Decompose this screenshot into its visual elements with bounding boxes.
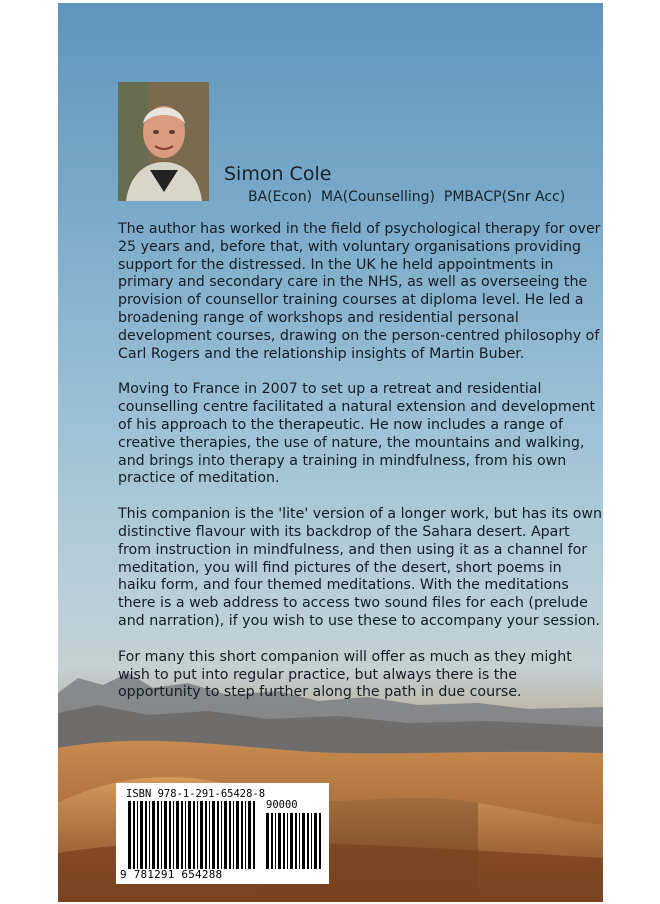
barcode-bar xyxy=(169,801,171,869)
barcode-addon-code: 90000 xyxy=(266,799,298,811)
bio-paragraph-3: This companion is the 'lite' version of a longer work, but has its own distinctive flavour with its backdrop of the Sahara desert. Apart from instruction in mindfulness, and then using it as a channel for meditation, you will find pictures of the desert, short poems in haiku form, and four themed meditations. With the meditations there is a web address to access two sound files for each (prelude and narration), if you wish to use these to accompany your session. xyxy=(118,506,602,629)
back-cover xyxy=(58,3,603,902)
barcode-bar xyxy=(164,801,167,869)
barcode-bar xyxy=(253,801,255,869)
barcode-bar xyxy=(145,801,147,869)
barcode-bar xyxy=(217,801,219,869)
barcode-bar xyxy=(176,801,179,869)
barcode-bar xyxy=(221,801,222,869)
barcode-bar xyxy=(302,813,305,869)
barcode-bar xyxy=(188,801,191,869)
barcode-bar xyxy=(128,801,131,869)
barcode-bar xyxy=(248,801,251,869)
barcode-bar xyxy=(149,801,150,869)
barcode-bar xyxy=(295,813,297,869)
bio-paragraph-2: Moving to France in 2007 to set up a retreat and residential counselling centre facilitated a natural extension and development of his approach to the therapeutic. He now includes a range of creative therapies, the use of nature, the mountains and walking, and brings into therapy a training in mindfulness, from his own practice of meditation. xyxy=(118,381,596,487)
bio-paragraph-4: For many this short companion will offer as much as they might wish to put into regular practice, but always there is the opportunity to step further along the path in due course. xyxy=(118,648,572,701)
barcode-bar xyxy=(137,801,138,869)
author-bio xyxy=(118,221,603,720)
barcode-bar xyxy=(271,813,273,869)
barcode-bar xyxy=(161,801,162,869)
barcode-bar xyxy=(241,801,243,869)
author-photo xyxy=(118,82,209,201)
barcode-bar xyxy=(290,813,293,869)
barcode-bar xyxy=(185,801,186,869)
barcode-bar xyxy=(212,801,215,869)
barcode-bar xyxy=(278,813,281,869)
barcode-bar xyxy=(287,813,288,869)
barcode-bar xyxy=(197,801,198,869)
barcode-bar xyxy=(307,813,309,869)
barcode-bar xyxy=(283,813,285,869)
barcode-bar xyxy=(181,801,183,869)
barcode-bar xyxy=(133,801,135,869)
barcode-bar xyxy=(205,801,207,869)
barcode-bar xyxy=(193,801,195,869)
barcode-bar xyxy=(266,813,269,869)
barcode-bar xyxy=(245,801,246,869)
isbn-label: ISBN 978-1-291-65428-8 xyxy=(126,788,266,800)
author-qualifications: BA(Econ) MA(Counselling) PMBACP(Snr Acc) xyxy=(248,189,566,205)
barcode-bar xyxy=(140,801,143,869)
barcode-bar xyxy=(200,801,203,869)
barcode-bar xyxy=(275,813,276,869)
barcode-bar xyxy=(299,813,300,869)
barcode-bar xyxy=(314,813,317,869)
barcode-bar xyxy=(229,801,231,869)
ean-digits: 9 781291 654288 xyxy=(120,868,223,881)
barcode-bar xyxy=(173,801,174,869)
barcode-block xyxy=(116,783,329,884)
barcode-bar xyxy=(157,801,159,869)
barcode-bar xyxy=(152,801,155,869)
barcode-bar xyxy=(224,801,227,869)
barcode-bar xyxy=(311,813,312,869)
barcode-bar xyxy=(233,801,234,869)
author-name: Simon Cole xyxy=(224,163,332,185)
bio-paragraph-1: The author has worked in the field of psychological therapy for over 25 years and, before that, with voluntary organisations providing support for the distressed. In the UK he held appointments in primary and secondary care in the NHS, as well as overseeing the provision of counsellor training courses at diploma level. He led a broadening range of workshops and residential personal development courses, drawing on the person-centred philosophy of Carl Rogers and the relationship insights of Martin Buber. xyxy=(118,221,601,362)
barcode-bar xyxy=(209,801,210,869)
barcode-bar xyxy=(319,813,321,869)
barcode-bar xyxy=(236,801,239,869)
